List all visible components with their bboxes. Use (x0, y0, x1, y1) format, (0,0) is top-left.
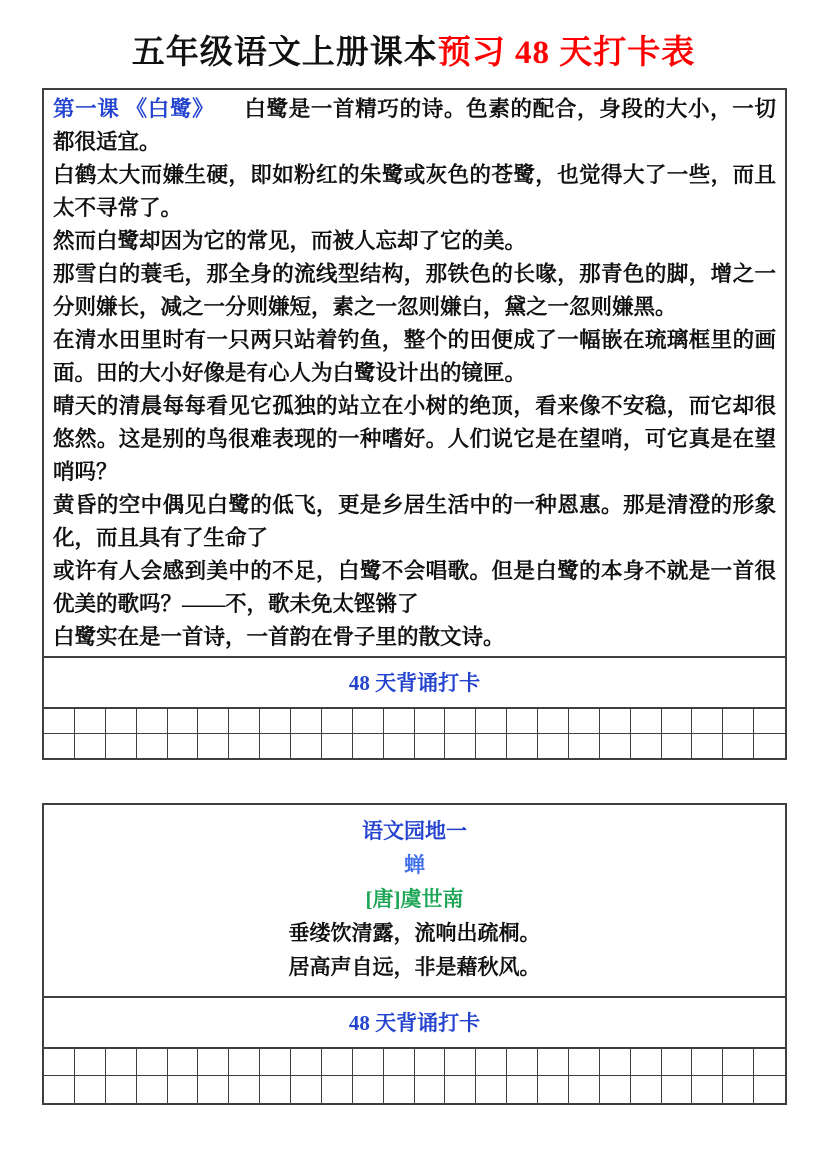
checkin-cell (198, 734, 229, 759)
checkin-cell (445, 1076, 476, 1103)
checkin-cell (692, 1076, 723, 1103)
checkin-cell (445, 734, 476, 759)
checkin-cell (662, 1049, 693, 1076)
checkin-cell (229, 1076, 260, 1103)
checkin-cell (44, 1049, 75, 1076)
lesson1-paragraph-8: 或许有人会感到美中的不足，白鹭不会唱歌。但是白鹭的本身不就是一首很优美的歌吗？——不，歌未免太铿锵了 (53, 559, 776, 616)
checkin-cell (476, 709, 507, 734)
checkin-cell (353, 1076, 384, 1103)
checkin-cell (229, 709, 260, 734)
checkin-cell (322, 1076, 353, 1103)
checkin-cell (353, 734, 384, 759)
checkin-cell (600, 734, 631, 759)
checkin-cell (723, 1076, 754, 1103)
poem-author: [唐]虞世南 (365, 887, 464, 911)
unit1-title: 语文园地一 (362, 819, 467, 843)
checkin-cell (754, 734, 785, 759)
checkin-cell (322, 734, 353, 759)
checkin-cell (631, 1049, 662, 1076)
checkin-cell (631, 734, 662, 759)
lesson1-paragraph-3: 然而白鹭却因为它的常见，而被人忘却了它的美。 (53, 229, 527, 253)
checkin-cell (445, 709, 476, 734)
checkin-cell (44, 734, 75, 759)
checkin-cell (569, 1076, 600, 1103)
checkin-cell (106, 734, 137, 759)
checkin-cell (692, 709, 723, 734)
checkin-cell (291, 1076, 322, 1103)
checkin-cell (662, 1076, 693, 1103)
checkin-cell (260, 709, 291, 734)
checkin-cell (662, 734, 693, 759)
lesson1-paragraph-6: 晴天的清晨每每看见它孤独的站立在小树的绝顶，看来像不安稳，而它却很悠然。这是别的鸟很难表现的一种嗜好。人们说它是在望哨，可它真是在望哨吗？ (53, 394, 776, 484)
checkin-cell (507, 1076, 538, 1103)
checkin-cell (569, 734, 600, 759)
checkin-cell (445, 1049, 476, 1076)
lesson1-checkin-title: 48 天背诵打卡 (44, 656, 785, 707)
unit1-content-cell (44, 805, 785, 996)
poem-line-2: 居高声自远，非是藉秋风。 (288, 955, 541, 979)
lesson1-paragraph-1-text: 白鹭是一首精巧的诗。色素的配合，身段的大小，一切都很适宜。 (53, 97, 776, 154)
checkin-cell (106, 709, 137, 734)
lesson1-text-cell (44, 90, 785, 656)
checkin-cell (476, 1076, 507, 1103)
checkin-cell (538, 734, 569, 759)
checkin-cell (415, 1076, 446, 1103)
checkin-cell (229, 1049, 260, 1076)
checkin-cell (723, 1049, 754, 1076)
checkin-cell (600, 1049, 631, 1076)
lesson1-paragraph-9: 白鹭实在是一首诗，一首韵在骨子里的散文诗。 (53, 625, 505, 649)
lesson1-paragraph-5: 在清水田里时有一只两只站着钓鱼，整个的田便成了一幅嵌在琉璃框里的画面。田的大小好像是有心人为白鹭设计出的镜匣。 (53, 328, 776, 385)
checkin-cell (260, 1076, 291, 1103)
checkin-cell (75, 1049, 106, 1076)
page-title (0, 26, 827, 73)
checkin-cell (384, 1049, 415, 1076)
checkin-cell (723, 734, 754, 759)
checkin-cell (322, 709, 353, 734)
checkin-cell (476, 734, 507, 759)
checkin-cell (723, 709, 754, 734)
checkin-cell (291, 709, 322, 734)
checkin-cell (353, 1049, 384, 1076)
checkin-cell (137, 1076, 168, 1103)
unit1-checkin-title: 48 天背诵打卡 (44, 996, 785, 1047)
checkin-cell (692, 734, 723, 759)
checkin-cell (569, 1049, 600, 1076)
checkin-cell (415, 1049, 446, 1076)
unit1-table (42, 803, 787, 1105)
checkin-cell (631, 709, 662, 734)
page-title-red: 预习 48 天打卡表 (437, 35, 696, 71)
poem-title: 蝉 (404, 853, 425, 877)
checkin-cell (75, 1076, 106, 1103)
checkin-cell (137, 1049, 168, 1076)
checkin-cell (106, 1076, 137, 1103)
unit1-checkin-grid (44, 1047, 785, 1103)
checkin-cell (600, 709, 631, 734)
checkin-cell (168, 1049, 199, 1076)
checkin-cell (384, 709, 415, 734)
page-title-black: 五年级语文上册课本 (131, 35, 438, 71)
checkin-cell (198, 1076, 229, 1103)
checkin-cell (507, 734, 538, 759)
checkin-cell (754, 1049, 785, 1076)
checkin-cell (260, 1049, 291, 1076)
checkin-cell (538, 709, 569, 734)
checkin-cell (384, 1076, 415, 1103)
checkin-cell (44, 1076, 75, 1103)
checkin-cell (353, 709, 384, 734)
lesson1-paragraph-7: 黄昏的空中偶见白鹭的低飞，更是乡居生活中的一种恩惠。那是清澄的形象化，而且具有了生命了 (53, 493, 776, 550)
lesson1-paragraph-4: 那雪白的蓑毛，那全身的流线型结构，那铁色的长喙，那青色的脚，增之一分则嫌长，减之一分则嫌短，素之一忽则嫌白，黛之一忽则嫌黑。 (53, 262, 776, 319)
checkin-cell (137, 734, 168, 759)
checkin-cell (384, 734, 415, 759)
checkin-cell (754, 709, 785, 734)
checkin-cell (137, 709, 168, 734)
checkin-cell (692, 1049, 723, 1076)
checkin-cell (754, 1076, 785, 1103)
checkin-cell (198, 1049, 229, 1076)
checkin-cell (631, 1076, 662, 1103)
checkin-cell (75, 709, 106, 734)
checkin-cell (538, 1049, 569, 1076)
checkin-cell (168, 734, 199, 759)
checkin-cell (507, 1049, 538, 1076)
lesson1-table (42, 88, 787, 760)
checkin-cell (106, 1049, 137, 1076)
checkin-cell (476, 1049, 507, 1076)
lesson1-checkin-grid (44, 707, 785, 758)
checkin-cell (291, 1049, 322, 1076)
checkin-cell (229, 734, 260, 759)
lesson1-paragraph-1 (53, 93, 776, 159)
checkin-cell (415, 734, 446, 759)
checkin-cell (322, 1049, 353, 1076)
checkin-cell (600, 1076, 631, 1103)
checkin-cell (415, 709, 446, 734)
checkin-cell (44, 709, 75, 734)
checkin-cell (75, 734, 106, 759)
checkin-cell (168, 1076, 199, 1103)
checkin-cell (507, 709, 538, 734)
checkin-cell (168, 709, 199, 734)
lesson1-paragraph-2: 白鹤太大而嫌生硬，即如粉红的朱鹭或灰色的苍鹭，也觉得大了一些，而且太不寻常了。 (53, 163, 776, 220)
checkin-cell (291, 734, 322, 759)
checkin-cell (569, 709, 600, 734)
checkin-cell (198, 709, 229, 734)
poem-line-1: 垂缕饮清露，流响出疏桐。 (288, 921, 541, 945)
lesson1-label: 第一课 《白鹭》 (53, 97, 215, 121)
checkin-cell (662, 709, 693, 734)
checkin-cell (538, 1076, 569, 1103)
checkin-cell (260, 734, 291, 759)
